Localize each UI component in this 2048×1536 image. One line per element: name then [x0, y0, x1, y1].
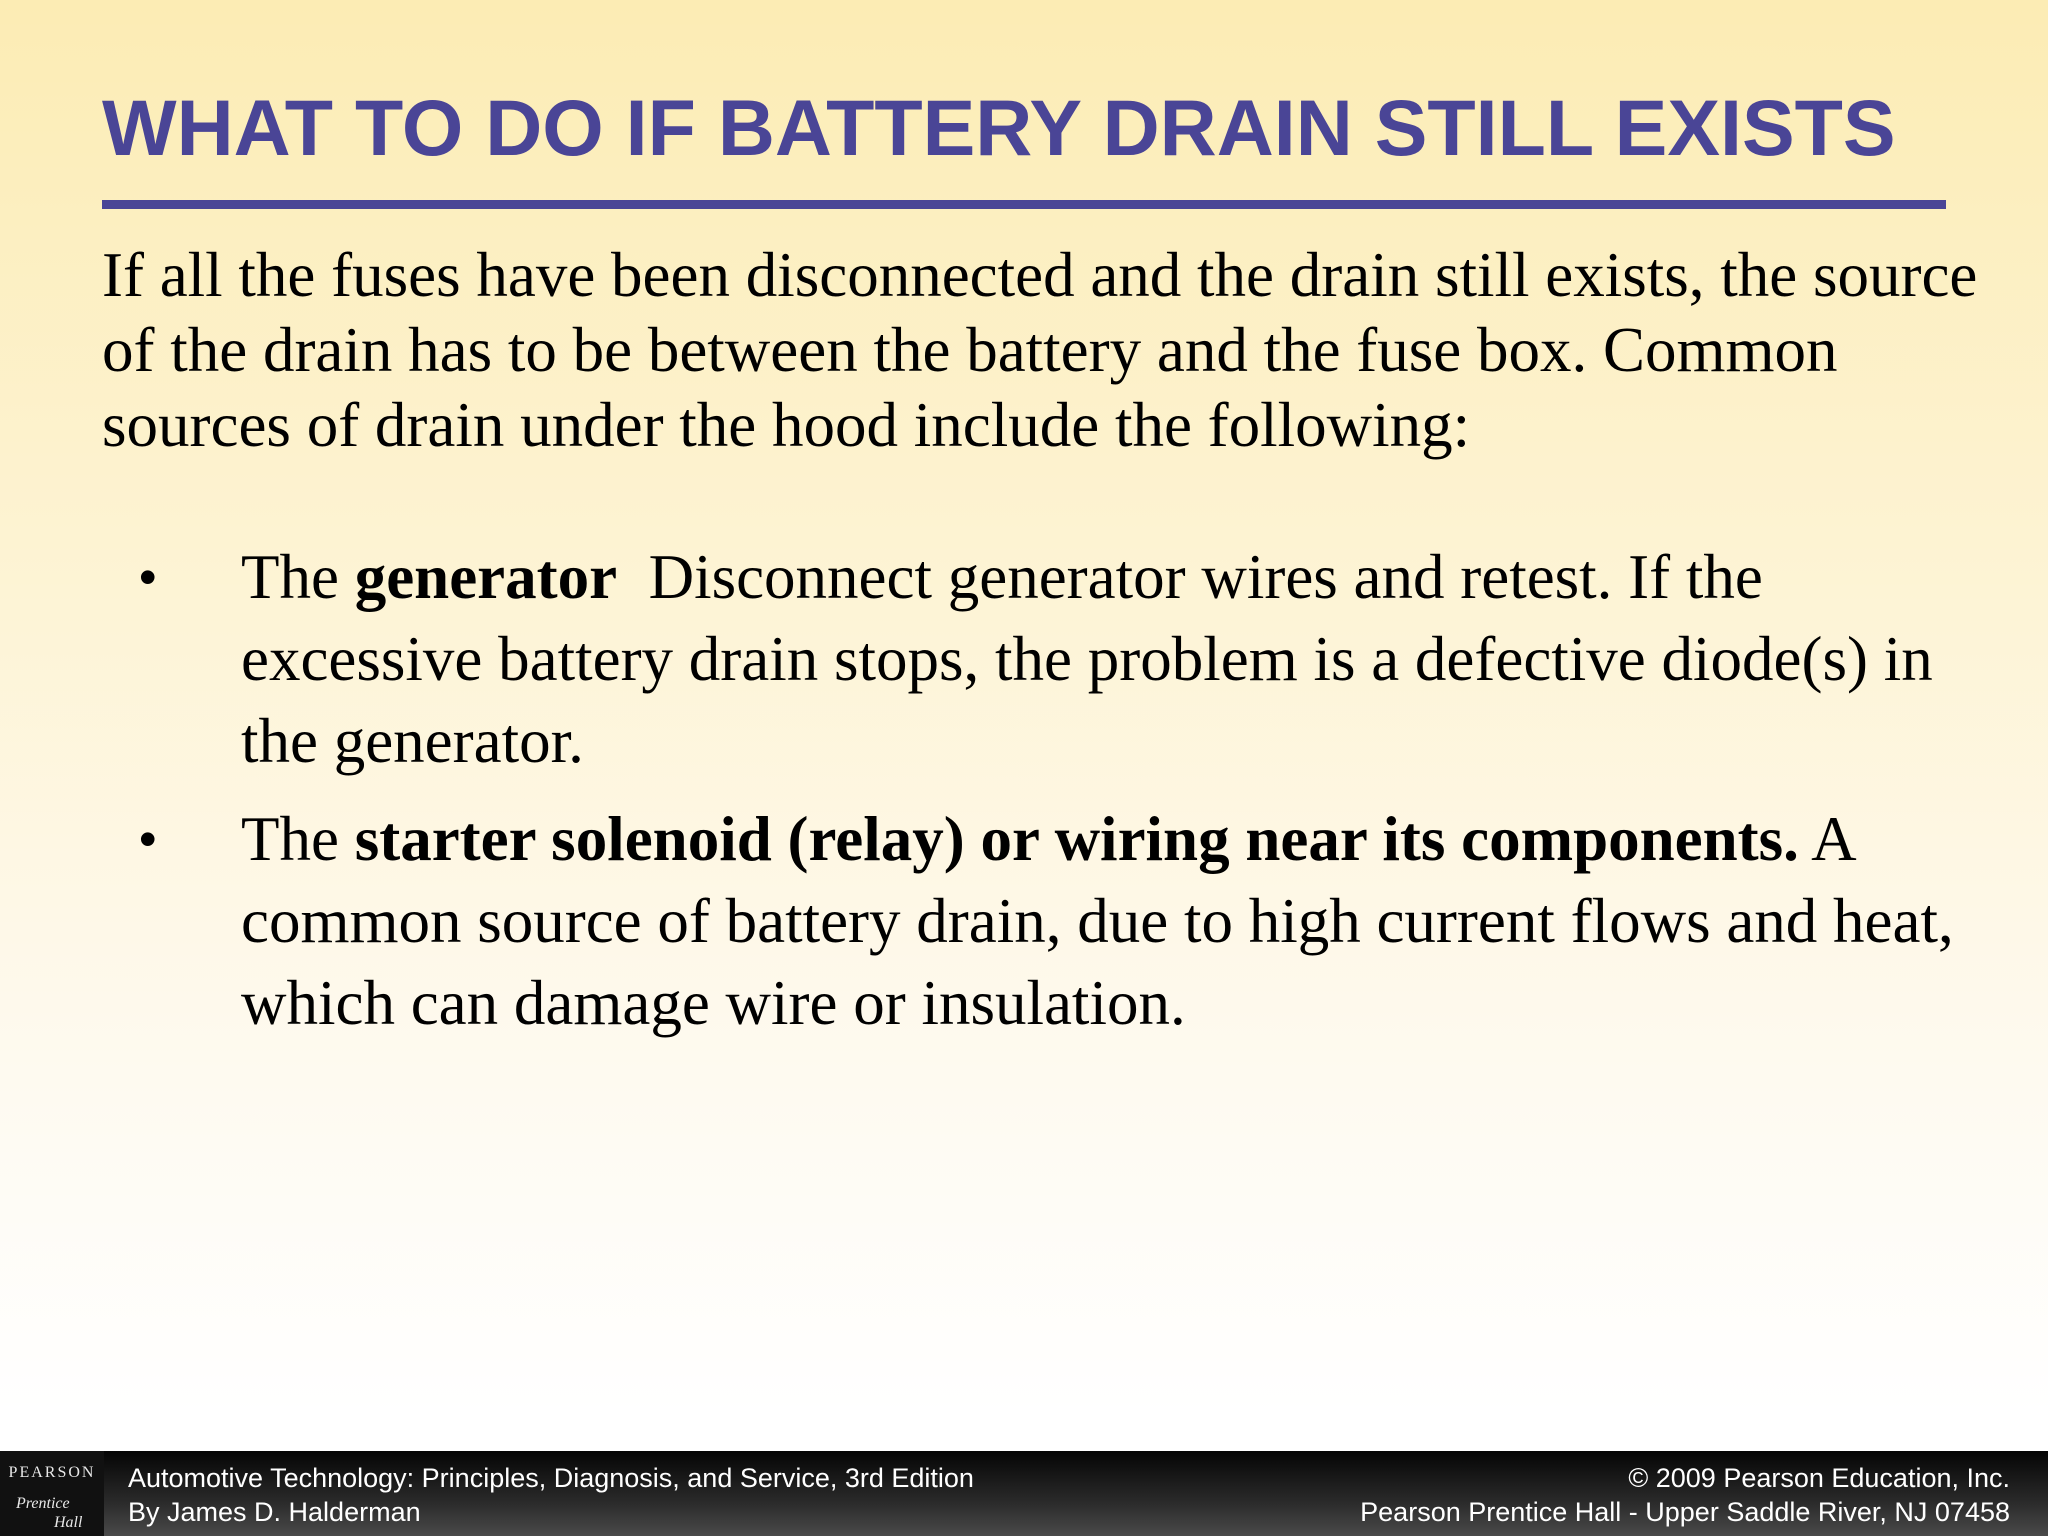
logo-wordmark: PEARSON [8, 1464, 96, 1481]
bullet-generator [0, 536, 2048, 782]
bullet-text: A common source of battery drain, due to high current flows and heat, which can damage wire or insulation. [241, 804, 1954, 1038]
pearson-prentice-hall-logo [0, 1451, 104, 1536]
intro-paragraph: If all the fuses have been disconnected and the drain still exists, the source of the drain has to be between the battery and the fuse box. Common sources of drain under the hood include the following: [102, 240, 1978, 460]
book-title: Automotive Technology: Principles, Diagnosis, and Service, 3rd Edition [128, 1463, 974, 1493]
logo-script-bottom: Hall [54, 1514, 83, 1531]
footer-publisher-info [1360, 1461, 2010, 1529]
title-divider [102, 200, 1946, 209]
bullet-lead: The [241, 804, 355, 874]
bullet-term: generator [354, 542, 618, 612]
footer-book-info [128, 1461, 974, 1529]
bullet-marker: • [139, 811, 157, 867]
copyright-notice: © 2009 Pearson Education, Inc. [1628, 1463, 2010, 1493]
bullet-term: starter solenoid (relay) or wiring near its components. [354, 804, 1799, 874]
publisher-address: Pearson Prentice Hall - Upper Saddle River, NJ 07458 [1360, 1497, 2010, 1527]
bullet-text: Disconnect generator wires and retest. If the excessive battery drain stops, the problem is a defective diode(s) in the generator. [241, 542, 1949, 776]
slide-title: WHAT TO DO IF BATTERY DRAIN STILL EXISTS [102, 83, 1896, 172]
bullet-list [0, 536, 2048, 1060]
book-author: By James D. Halderman [128, 1497, 421, 1527]
footer-bar [0, 1451, 2048, 1536]
bullet-starter-solenoid [0, 798, 2048, 1044]
logo-script-top: Prentice [16, 1495, 70, 1512]
bullet-lead: The [241, 542, 355, 612]
bullet-marker: • [139, 549, 157, 605]
